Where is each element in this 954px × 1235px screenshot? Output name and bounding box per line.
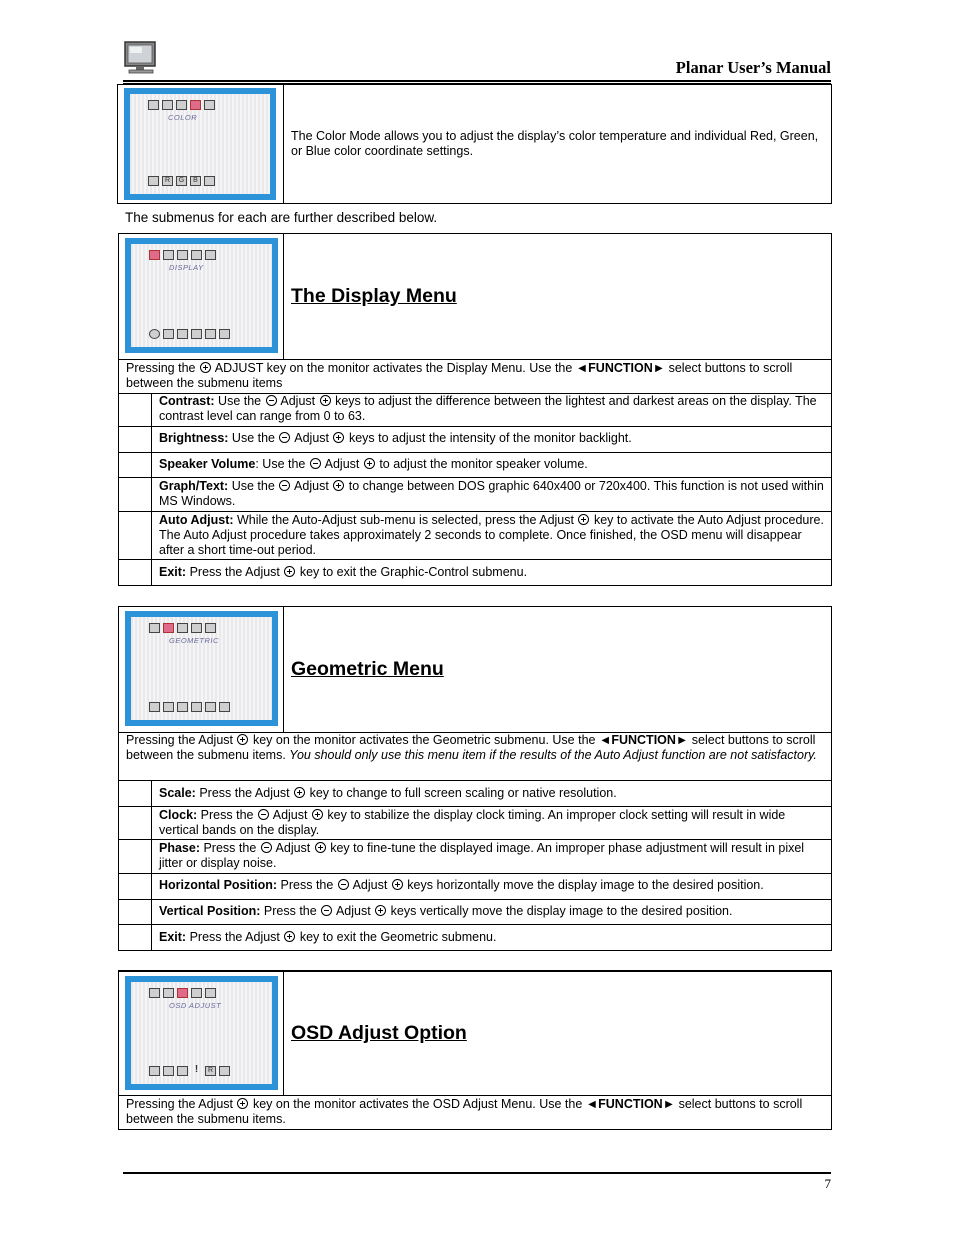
adjust-minus-icon <box>279 432 290 443</box>
osd-menu-icons <box>149 623 216 633</box>
adjust-plus-icon <box>200 362 211 373</box>
footer-rule <box>123 1172 831 1174</box>
geometric-osd-screenshot <box>125 611 278 726</box>
display-item-brightness: Brightness: Use the Adjust keys to adjust the intensity of the monitor backlight. <box>159 431 632 445</box>
adjust-plus-icon <box>320 395 331 406</box>
osd-screen-label: OSD ADJUST <box>169 1001 222 1010</box>
color-mode-description: The Color Mode allows you to adjust the display’s color temperature and individual Red, Green, or Blue color coordinate settings. <box>291 129 819 158</box>
display-item-exit: Exit: Press the Adjust key to exit the Graphic-Control submenu. <box>159 565 528 579</box>
osd-letter-b: B <box>190 176 201 186</box>
osd-adjust-osd-screenshot <box>125 976 278 1090</box>
osd-submenu-icons <box>148 176 215 186</box>
submenus-intro: The submenus for each are further described below. <box>125 210 438 225</box>
osd-letter-r: R <box>162 176 173 186</box>
geometric-item-clock: Clock: Press the Adjust key to stabilize the display clock timing. An improper clock setting will result in wide vertical bands on the display. <box>159 808 786 837</box>
adjust-plus-icon <box>578 514 589 525</box>
osd-submenu-icons <box>149 702 230 712</box>
geometric-item-scale: Scale: Press the Adjust key to change to full screen scaling or native resolution. <box>159 786 617 800</box>
geometric-item-vertical-position: Vertical Position: Press the Adjust keys vertically move the display image to the desired position. <box>159 904 733 918</box>
geometric-menu-heading: Geometric Menu <box>291 658 444 680</box>
adjust-minus-icon <box>310 458 321 469</box>
color-osd-screenshot <box>124 88 276 200</box>
osd-letter-r: R <box>205 1066 216 1076</box>
osd-menu-icons <box>149 988 216 998</box>
osd-menu-icons <box>149 250 216 260</box>
display-osd-screenshot <box>125 238 278 353</box>
adjust-minus-icon <box>258 809 269 820</box>
osd-submenu-icons: ! R <box>149 1066 230 1076</box>
adjust-minus-icon <box>321 905 332 916</box>
page-number: 7 <box>824 1176 831 1191</box>
display-menu-heading: The Display Menu <box>291 285 457 307</box>
adjust-plus-icon <box>364 458 375 469</box>
adjust-plus-icon <box>315 842 326 853</box>
adjust-minus-icon <box>261 842 272 853</box>
display-item-speaker-volume: Speaker Volume: Use the Adjust to adjust the monitor speaker volume. <box>159 457 588 471</box>
geometric-item-horizontal-position: Horizontal Position: Press the Adjust keys horizontally move the display image to the desired position. <box>159 878 764 892</box>
osd-screen-label: DISPLAY <box>169 263 204 272</box>
display-item-auto-adjust: Auto Adjust: While the Auto-Adjust sub-menu is selected, press the Adjust key to activate the Auto Adjust procedure. The Auto Adjust procedure takes approximately 2 seconds to complete. Once finished, the OSD menu will disappear after a short time-out period. <box>159 513 824 557</box>
osd-submenu-icons <box>149 329 230 339</box>
adjust-minus-icon <box>279 480 290 491</box>
osd-adjust-intro: Pressing the Adjust key on the monitor activates the OSD Adjust Menu. Use the ◄FUNCTION► select buttons to scroll between the submenu items. <box>126 1097 803 1126</box>
geometric-menu-intro: Pressing the Adjust key on the monitor activates the Geometric submenu. Use the ◄FUNCTION► select buttons to scroll between the submenu items. You should only use this menu item if the results of the Auto Adjust function are not satisfactory. <box>126 733 817 762</box>
osd-adjust-heading: OSD Adjust Option <box>291 1022 467 1044</box>
adjust-minus-icon <box>338 879 349 890</box>
adjust-plus-icon <box>333 432 344 443</box>
adjust-plus-icon <box>375 905 386 916</box>
display-item-graph-text: Graph/Text: Use the Adjust to change between DOS graphic 640x400 or 720x400. This function is not used within MS Windows. <box>159 479 824 508</box>
adjust-plus-icon <box>392 879 403 890</box>
manual-title: Planar User’s Manual <box>675 58 831 77</box>
osd-screen-label: GEOMETRIC <box>169 636 219 645</box>
display-item-contrast: Contrast: Use the Adjust keys to adjust the difference between the lightest and darkest areas on the display. The contrast level can range from 0 to 63. <box>159 394 817 423</box>
osd-screen-label: COLOR <box>168 113 198 122</box>
geometric-item-exit: Exit: Press the Adjust key to exit the Geometric submenu. <box>159 930 497 944</box>
adjust-plus-icon <box>312 809 323 820</box>
osd-menu-icons <box>148 100 215 110</box>
osd-letter-g: G <box>176 176 187 186</box>
adjust-plus-icon <box>237 1098 248 1109</box>
adjust-minus-icon <box>266 395 277 406</box>
adjust-plus-icon <box>237 734 248 745</box>
adjust-plus-icon <box>284 566 295 577</box>
display-menu-intro: Pressing the ADJUST key on the monitor activates the Display Menu. Use the ◄FUNCTION► select buttons to scroll between the submenu items <box>126 361 793 390</box>
geometric-item-phase: Phase: Press the Adjust key to fine-tune the displayed image. An improper phase adjustment will result in pixel jitter or display noise. <box>159 841 805 870</box>
adjust-plus-icon <box>333 480 344 491</box>
adjust-plus-icon <box>284 931 295 942</box>
monitor-logo-icon <box>123 40 159 76</box>
header-rule <box>123 80 831 82</box>
adjust-plus-icon <box>294 787 305 798</box>
